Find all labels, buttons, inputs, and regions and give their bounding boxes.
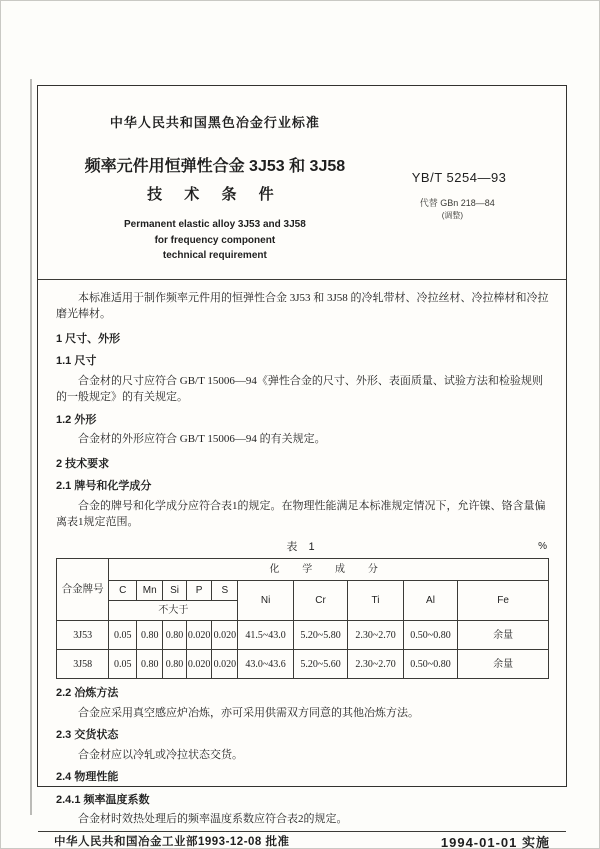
table-cell: 0.05 [109, 621, 137, 650]
standard-number: YB/T 5254—93 [411, 170, 507, 185]
table-cell: 5.20~5.80 [293, 621, 347, 650]
grade-cell: 3J53 [57, 621, 109, 650]
table-row-3j58 [57, 650, 549, 679]
clause-2-3-heading: 2.3 交货状态 [56, 729, 119, 741]
table-cell: 5.20~5.60 [293, 650, 347, 679]
clause-2-heading: 2 技术要求 [56, 457, 110, 470]
document-body [38, 280, 566, 831]
table-cell: 0.020 [212, 650, 238, 679]
clause-2-4-1-heading: 2.4.1 频率温度系数 [56, 793, 150, 806]
table-cell: 2.30~2.70 [348, 650, 403, 679]
table-cell: 43.0~43.6 [238, 650, 293, 679]
table-cell: 2.30~2.70 [348, 621, 403, 650]
implementation-date: 1994-01-01 实施 [440, 834, 550, 849]
grade-cell: 3J58 [57, 650, 109, 679]
document-title-cn: 频率元件用恒弹性合金 3J53 和 3J58 [84, 158, 346, 175]
document-title-en-line3: technical requirement [162, 250, 267, 261]
table-cell: 0.50~0.80 [403, 621, 457, 650]
replaced-standard-note: (调整) [441, 211, 464, 220]
table-header-row-elements [57, 581, 549, 601]
column-header-p: P [186, 581, 212, 601]
table-unit-label: % [538, 540, 547, 552]
column-header-ti: Ti [348, 581, 403, 621]
clause-1-heading: 1 尺寸、外形 [56, 332, 121, 345]
column-header-si: Si [163, 581, 187, 601]
clause-1-1-text: 合金材的尺寸应符合 GB/T 15006—94《弹性合金的尺寸、外形、表面质量、试验方法和检验规则的一般规定》的有关规定。 [56, 374, 543, 403]
table-cell: 余量 [458, 621, 549, 650]
header-title-block [38, 112, 392, 264]
clause-2-2-text: 合金应采用真空感应炉冶炼，亦可采用供需双方同意的其他冶炼方法。 [78, 706, 419, 719]
clause-2-1-text: 合金的牌号和化学成分应符合表1的规定。在物理性能满足本标准规定情况下，允许镍、铬含量偏离表1规定范围。 [56, 499, 546, 528]
column-header-cr: Cr [293, 581, 347, 621]
column-header-mn: Mn [137, 581, 163, 601]
table-header-row-group [57, 559, 549, 581]
table-caption-row [56, 539, 549, 556]
clause-2-2-heading: 2.2 冶炼方法 [56, 687, 119, 699]
replaced-standard: 代替 GBn 218—84 [419, 198, 495, 208]
page-frame [37, 85, 567, 849]
table-cell: 41.5~43.0 [238, 621, 293, 650]
table-cell: 0.020 [186, 621, 212, 650]
table-row-3j53 [57, 621, 549, 650]
composition-group-header: 化 学 成 分 [109, 559, 549, 581]
document-footer [38, 831, 566, 849]
clause-2-4-1-text: 合金材时效热处理后的频率温度系数应符合表2的规定。 [78, 813, 348, 825]
scope-paragraph: 本标准适用于制作频率元件用的恒弹性合金 3J53 和 3J58 的冷轧带材、冷拉丝材、冷拉棒材和冷拉磨光棒材。 [56, 291, 549, 320]
table-cell: 余量 [458, 650, 549, 679]
table-cell: 0.80 [163, 650, 187, 679]
document-title-en [38, 217, 392, 264]
table-cell: 0.80 [163, 621, 187, 650]
clause-2-3-text: 合金材应以冷轧或冷拉状态交货。 [78, 748, 243, 761]
clause-1-2-heading: 1.2 外形 [56, 413, 97, 426]
column-header-fe: Fe [458, 581, 549, 621]
document-title-en-line1: Permanent elastic alloy 3J53 and 3J58 [123, 219, 306, 230]
table-cell: 0.50~0.80 [403, 650, 457, 679]
approval-text: 中华人民共和国冶金工业部1993-12-08 批准 [54, 836, 290, 848]
column-header-ni: Ni [238, 581, 293, 621]
clause-2-4-heading: 2.4 物理性能 [56, 771, 119, 783]
column-header-c: C [109, 581, 137, 601]
standard-type-label: 中华人民共和国黑色冶金行业标准 [109, 115, 320, 130]
table-cell: 0.80 [137, 650, 163, 679]
grade-column-header: 合金牌号 [57, 559, 109, 621]
clause-2-1-heading: 2.1 牌号和化学成分 [56, 480, 152, 492]
scan-edge-shadow [30, 79, 32, 815]
document-subtitle-cn: 技 术 条 件 [147, 186, 283, 203]
document-header [38, 86, 566, 264]
column-header-s: S [212, 581, 238, 601]
column-header-al: Al [403, 581, 457, 621]
table-cell: 0.020 [186, 650, 212, 679]
document-title-en-line2: for frequency component [154, 234, 276, 246]
clause-1-2-text: 合金材的外形应符合 GB/T 15006—94 的有关规定。 [78, 433, 326, 445]
table-cell: 0.05 [109, 650, 137, 679]
table-cell: 0.020 [212, 621, 238, 650]
table-caption: 表 1 [286, 540, 319, 553]
not-greater-than-label: 不大于 [109, 601, 238, 621]
standard-number-block [392, 112, 566, 264]
chemical-composition-table [56, 558, 549, 679]
table-cell: 0.80 [137, 621, 163, 650]
clause-1-1-heading: 1.1 尺寸 [56, 355, 97, 367]
